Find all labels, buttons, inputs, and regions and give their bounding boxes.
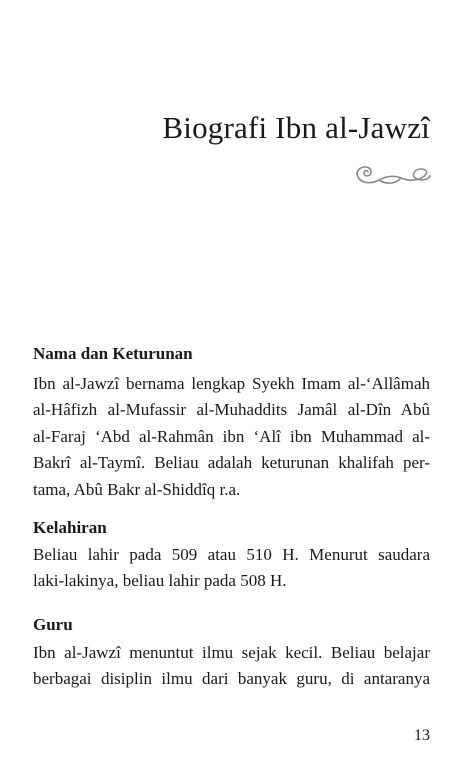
text-line: berbagai disiplin ilmu dari banyak guru, di antaranya [33, 669, 430, 689]
section-heading-nama: Nama dan Keturunan [33, 344, 193, 363]
text-line: tama, Abû Bakr al-Shiddîq r.a. [33, 479, 241, 499]
section-heading-guru: Guru [33, 615, 73, 634]
text-line: al-Hâfizh al-Mufassir al-Muhaddits Jamâl al-Dîn Abû [33, 400, 430, 420]
page-number: 13 [414, 727, 430, 744]
paragraph-nama [33, 371, 430, 503]
text-line: al-Faraj ‘Abd al-Rahmân ibn ‘Alî ibn Muhammad al- [33, 426, 430, 446]
paragraph-guru [33, 640, 430, 693]
flourish-ornament-icon [355, 163, 431, 189]
section-heading-kelahiran: Kelahiran [33, 518, 107, 537]
text-line: Beliau lahir pada 509 atau 510 H. Menurut saudara [33, 545, 430, 564]
text-line: laki-lakinya, beliau lahir pada 508 H. [33, 571, 287, 591]
text-line: Bakrî al-Taymî. Beliau adalah keturunan khalifah per- [33, 453, 430, 473]
paragraph-kelahiran [33, 542, 430, 595]
chapter-title: Biografi Ibn al-Jawzî [162, 110, 430, 145]
text-line: Ibn al-Jawzî bernama lengkap Syekh Imam al-‘Allâmah [33, 374, 430, 393]
text-line: Ibn al-Jawzî menuntut ilmu sejak kecil. Beliau belajar [33, 643, 430, 662]
